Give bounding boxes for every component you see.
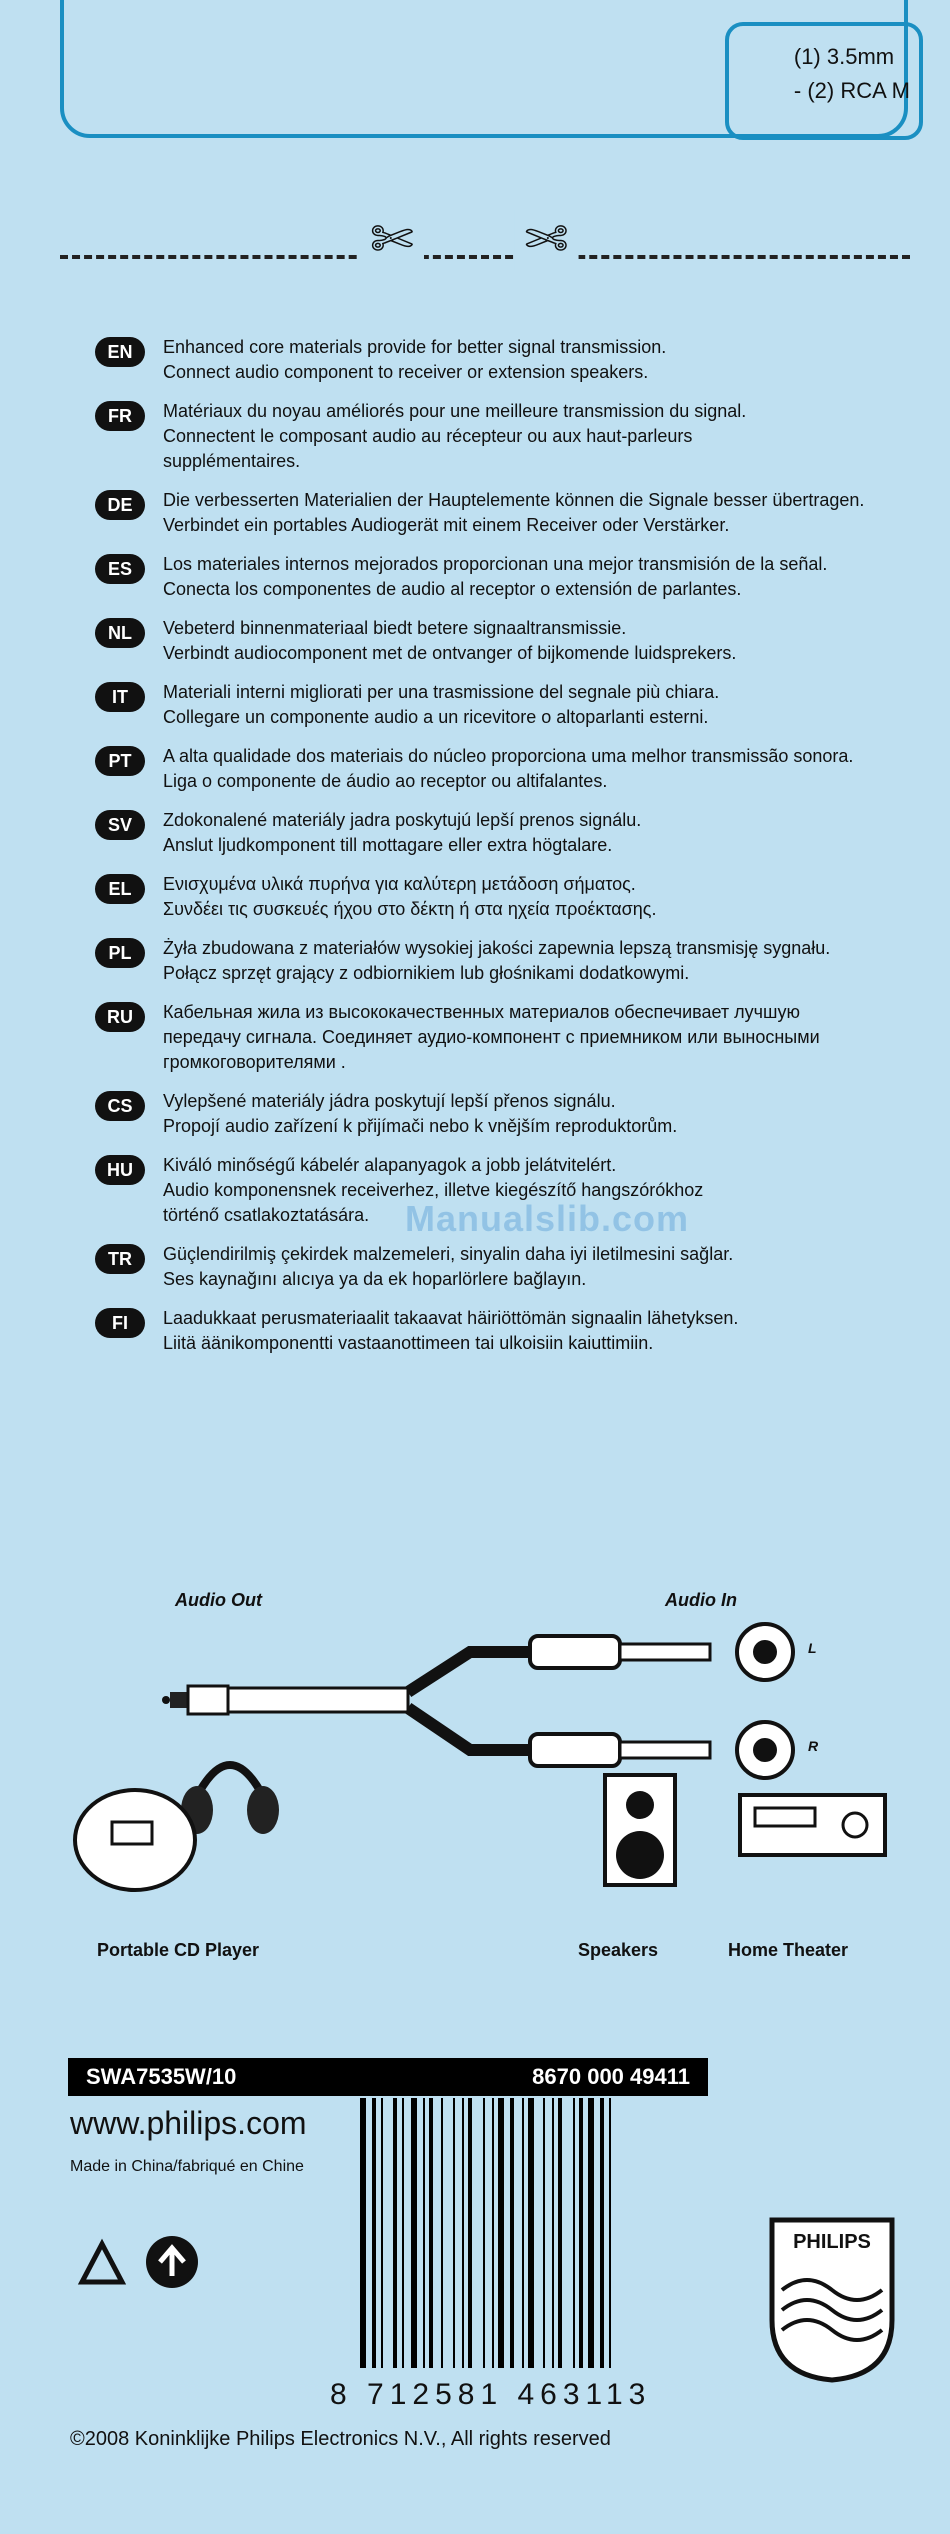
speakers-label: Speakers [578, 1940, 659, 1960]
language-item [95, 808, 915, 858]
audio-in-label: Audio In [665, 1590, 737, 1610]
barcode-bar [423, 2098, 425, 2368]
watermark: Manualslib.com [405, 1198, 690, 1239]
language-item [95, 680, 915, 730]
barcode-bar [468, 2098, 472, 2368]
language-badge: PT [95, 746, 145, 776]
language-text: Enhanced core materials provide for better signal transmission. Connect audio component to receiver or extension speakers. [163, 337, 667, 382]
barcode-bar [558, 2098, 562, 2368]
language-text: Matériaux du noyau améliorés pour une meilleure transmission du signal. Connectent le composant audio au récepteur ou aux haut-parleurs supplémentaires. [163, 401, 747, 471]
language-item [95, 1306, 915, 1356]
language-text: Vebeterd binnenmateriaal biedt betere signaaltransmissie. Verbindt audiocomponent met de ontvanger of bijkomende luidsprekers. [163, 618, 737, 663]
language-badge: FR [95, 401, 145, 431]
barcode-bar [579, 2098, 583, 2368]
barcode-bar [453, 2098, 455, 2368]
language-badge: DE [95, 490, 145, 520]
scissors-right-icon: ✄ [515, 210, 579, 270]
barcode-bar [411, 2098, 417, 2368]
product-code: 8670 000 49411 [532, 2064, 690, 2089]
language-item [95, 335, 915, 385]
language-badge: SV [95, 810, 145, 840]
barcode-number: 8 712581 463113 [330, 2378, 652, 2411]
language-item [95, 399, 915, 474]
connector-box [725, 22, 923, 140]
language-badge: TR [95, 1244, 145, 1274]
language-badge: IT [95, 682, 145, 712]
connection-diagram [0, 1570, 950, 1990]
language-text: Ενισχυμένα υλικά πυρήνα για καλύτερη μετάδοση σήματος. Συνδέει τις συσκευές ήχου στο δέκτη ή στα ηχεία προέκτασης. [163, 874, 657, 919]
cable-diagram-icon [0, 1570, 950, 1990]
portable-cd-label: Portable CD Player [97, 1940, 260, 1960]
model-number: SWA7535W/10 [86, 2064, 237, 2089]
language-text: Materiali interni migliorati per una trasmissione del segnale più chiara. Collegare un componente audio a un ricevitore o altoparlanti esterni. [163, 682, 720, 727]
language-item [95, 488, 915, 538]
barcode-bar [522, 2098, 524, 2368]
barcode-bar [528, 2098, 534, 2368]
barcode-bar [588, 2098, 594, 2368]
barcode-bar [393, 2098, 397, 2368]
language-badge: PL [95, 938, 145, 968]
language-item [95, 1089, 915, 1139]
barcode-bar [498, 2098, 504, 2368]
made-in-label: Made in China/fabriqué en Chine [70, 2158, 304, 2175]
barcode-bar [573, 2098, 575, 2368]
barcode-bar [543, 2098, 545, 2368]
language-text: Kiváló minőségű kábelér alapanyagok a jobb jelátvitelért. Audio komponensnek receiverhez, illetve kiegészítő hangszórókhoz történő csatlakoztatására. [163, 1155, 704, 1225]
home-theater-label: Home Theater [728, 1940, 849, 1960]
language-text: Zdokonalené materiály jadra poskytujú lepší prenos signálu. Anslut ljudkomponent till mottagare eller extra högtalare. [163, 810, 642, 855]
language-item [95, 936, 915, 986]
barcode-bar [462, 2098, 464, 2368]
barcode-bar [441, 2098, 443, 2368]
barcode-icon [355, 2098, 705, 2378]
language-badge: RU [95, 1002, 145, 1032]
philips-logo [762, 2210, 902, 2385]
jack-l-label: L [808, 1640, 817, 1656]
scissors-left-icon: ✄ [360, 210, 424, 270]
barcode-bar [372, 2098, 376, 2368]
barcode-bar [483, 2098, 485, 2368]
connector-2: - (2) RCA M [793, 78, 910, 103]
jack-r-label: R [808, 1738, 819, 1754]
brand-text: PHILIPS [793, 2231, 871, 2253]
language-badge: EL [95, 874, 145, 904]
audio-out-label: Audio Out [175, 1590, 262, 1610]
language-badge: ES [95, 554, 145, 584]
barcode-bar [600, 2098, 604, 2368]
language-badge: FI [95, 1308, 145, 1338]
language-badge: NL [95, 618, 145, 648]
copyright-text: ©2008 Koninklijke Philips Electronics N.V., All rights reserved [70, 2428, 611, 2450]
barcode-bar [429, 2098, 433, 2368]
barcode-bar [402, 2098, 404, 2368]
connector-1: (1) 3.5mm [793, 44, 895, 69]
language-badge: EN [95, 337, 145, 367]
barcode-bar [360, 2098, 366, 2368]
barcode-bar [552, 2098, 554, 2368]
language-text: Güçlendirilmiş çekirdek malzemeleri, sinyalin daha iyi iletilmesini sağlar. Ses kaynağını alıcıya ya da ek hoparlörlere bağlayın. [163, 1244, 734, 1289]
language-text: Los materiales internos mejorados proporcionan una mejor transmisión de la señal. Conecta los componentes de audio al receptor o extensión de parlantes. [163, 554, 828, 599]
language-item [95, 1242, 915, 1292]
barcode-bar [492, 2098, 494, 2368]
barcode-bar [381, 2098, 383, 2368]
language-item [95, 552, 915, 602]
language-item [95, 744, 915, 794]
barcode-bar [609, 2098, 611, 2368]
language-text: Vylepšené materiály jádra poskytují lepší přenos signálu. Propojí audio zařízení k přijímači nebo k vnějším reproduktorům. [163, 1091, 678, 1136]
barcode-bar [510, 2098, 514, 2368]
language-item [95, 616, 915, 666]
language-text: Die verbesserten Materialien der Hauptelemente können die Signale besser übertragen. Verbindet ein portables Audiogerät mit einem Receiver oder Verstärker. [163, 490, 865, 535]
language-text: Кабельная жила из высококачественных материалов обеспечивает лучшую передачу сигнала. Соединяет аудио-компонент с приемником или выносными громкоговорителями . [163, 1002, 820, 1072]
language-item [95, 1000, 915, 1075]
language-badge: CS [95, 1091, 145, 1121]
recycle-icon [72, 2232, 212, 2292]
language-item [95, 872, 915, 922]
cut-line [60, 255, 910, 259]
language-text: Laadukkaat perusmateriaalit takaavat häiriöttömän signaalin lähetyksen. Liitä äänikomponentti vastaanottimeen tai ulkoisiin kaiuttimiin. [163, 1308, 739, 1353]
language-text: Żyła zbudowana z materiałów wysokiej jakości zapewnia lepszą transmisję sygnału. Połącz sprzęt grający z odbiornikiem lub głośnikami dodatkowymi. [163, 938, 831, 983]
language-badge: HU [95, 1155, 145, 1185]
website-url: www.philips.com [70, 2105, 307, 2141]
model-bar [68, 2058, 708, 2096]
language-text: A alta qualidade dos materiais do núcleo proporciona uma melhor transmissão sonora. Liga o componente de áudio ao receptor ou altifalantes. [163, 746, 854, 791]
